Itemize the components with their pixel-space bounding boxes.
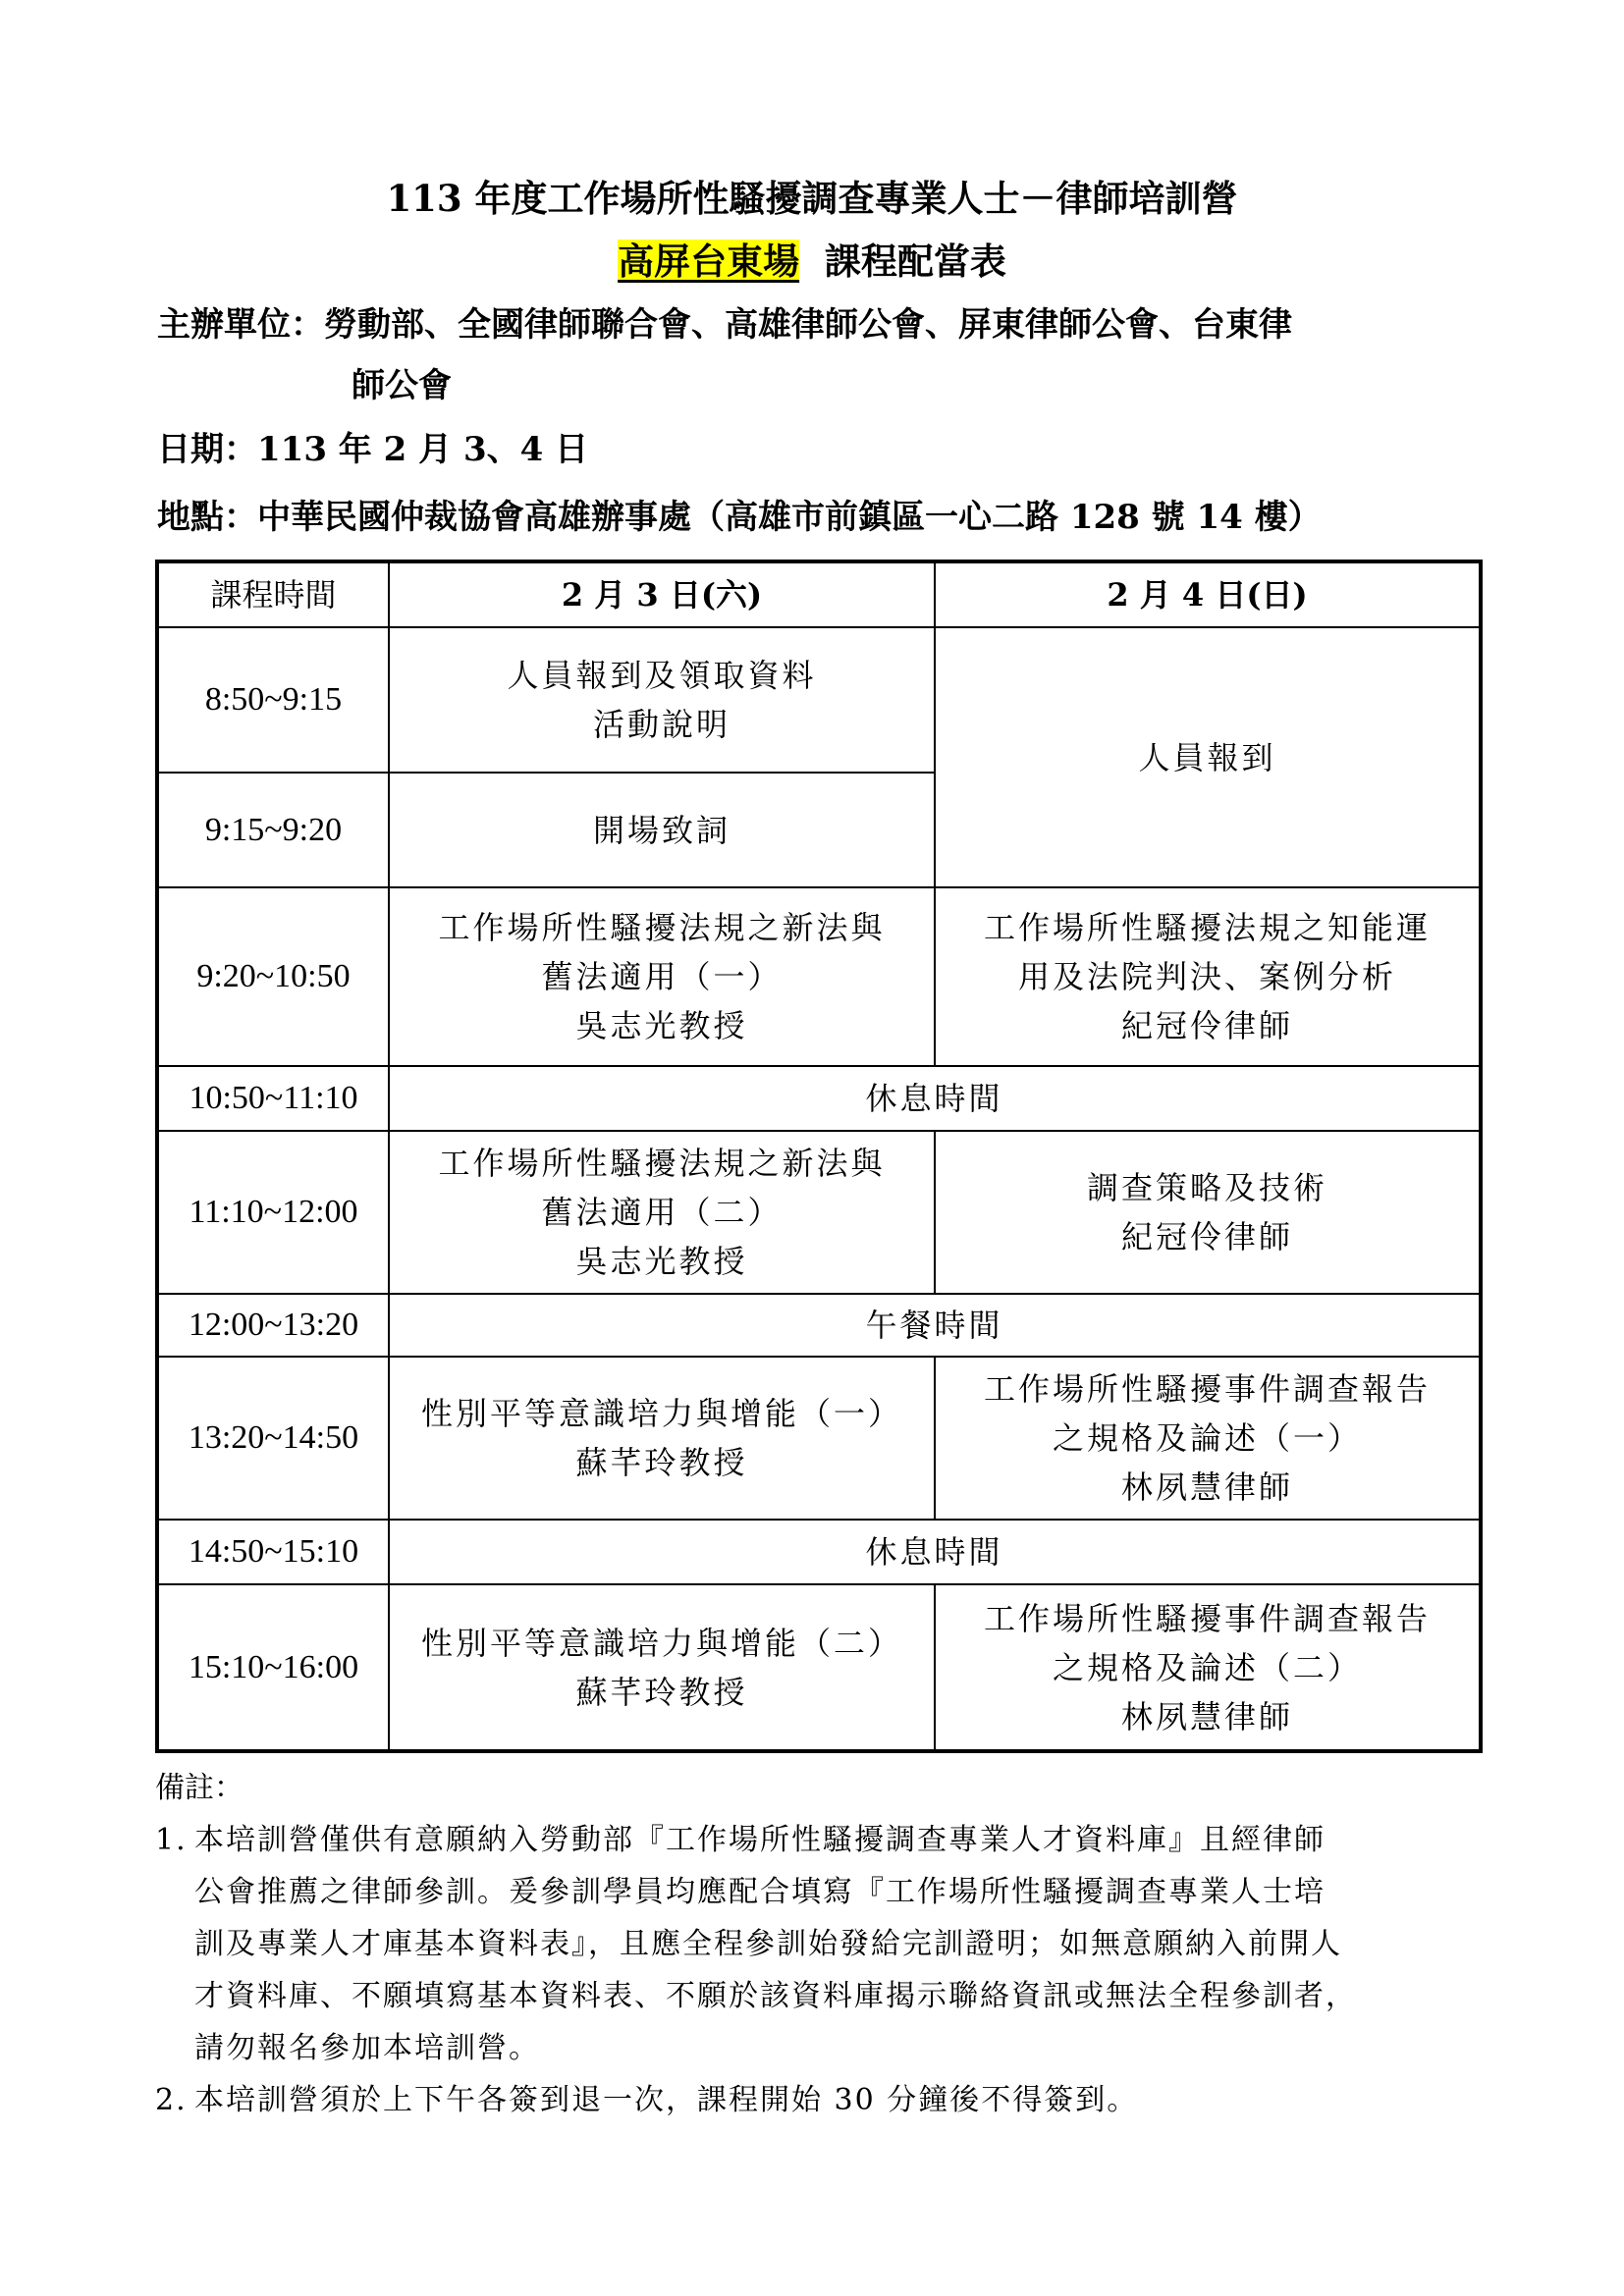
break-cell <box>389 1066 1481 1131</box>
session-line: 舊法適用（一） <box>541 958 783 995</box>
schedule-table <box>155 560 1483 1753</box>
note-number: 1. <box>155 1823 188 1857</box>
lunch-cell <box>389 1294 1481 1357</box>
session-line: 林夙慧律師 <box>1120 1468 1293 1506</box>
time-cell: 15:10~16:00 <box>157 1584 389 1751</box>
session-line: 調查策略及技術 <box>1086 1169 1327 1206</box>
note-line: 本培訓營須於上下午各簽到退一次，課程開始 30 分鐘後不得簽到。 <box>194 2083 1139 2117</box>
table-row <box>157 1131 1481 1294</box>
session-line: 用及法院判決、案例分析 <box>1017 958 1396 995</box>
subtitle-text: 課程配當表 <box>824 240 1006 283</box>
time-cell: 9:15~9:20 <box>157 773 389 887</box>
time-cell: 14:50~15:10 <box>157 1520 389 1584</box>
header-time: 課程時間 <box>157 561 389 627</box>
session-line: 性別平等意識培力與增能（一） <box>420 1395 902 1432</box>
session-line: 活動說明 <box>592 706 731 743</box>
note-item <box>155 1814 1481 2074</box>
document-title: 113 年度工作場所性騷擾調查專業人士－律師培訓營 <box>386 177 1238 220</box>
session-line: 人員報到及領取資料 <box>507 657 817 694</box>
note-line: 訓及專業人才庫基本資料表』，且應全程參訓始發給完訓證明；如無意願納入前開人 <box>194 1927 1342 1961</box>
session-line: 之規格及論述（一） <box>1052 1419 1362 1457</box>
event-place: 地點：中華民國仲裁協會高雄辦事處（高雄市前鎮區一心二路 128 號 14 樓） <box>157 498 1322 537</box>
session-cell <box>389 1584 935 1751</box>
table-row <box>157 1520 1481 1584</box>
time-cell: 13:20~14:50 <box>157 1357 389 1520</box>
organizer-label: 主辦單位： <box>157 305 324 345</box>
note-number: 2. <box>155 2083 188 2117</box>
session-cell <box>389 1131 935 1294</box>
time-cell: 10:50~11:10 <box>157 1066 389 1131</box>
table-row <box>157 1357 1481 1520</box>
time-cell: 8:50~9:15 <box>157 627 389 773</box>
note-line: 才資料庫、不願填寫基本資料表、不願於該資料庫揭示聯絡資訊或無法全程參訓者， <box>194 1979 1357 2013</box>
break-cell <box>389 1520 1481 1584</box>
table-row <box>157 1294 1481 1357</box>
session-line: 紀冠伶律師 <box>1120 1218 1293 1255</box>
session-line: 工作場所性騷擾事件調查報告 <box>983 1599 1431 1637</box>
note-item <box>155 2074 1481 2126</box>
session-line: 開場致詞 <box>592 811 731 849</box>
notes-heading: 備註： <box>155 1771 244 1805</box>
table-row <box>157 887 1481 1066</box>
time-cell: 12:00~13:20 <box>157 1294 389 1357</box>
session-cell <box>935 887 1481 1066</box>
notes-section <box>155 1762 1481 2126</box>
session-line: 工作場所性騷擾法規之知能運 <box>983 909 1431 946</box>
session-cell <box>389 887 935 1066</box>
header-day2: 2 月 4 日(日) <box>935 561 1481 627</box>
note-line: 請勿報名參加本培訓營。 <box>194 2031 540 2065</box>
note-line: 本培訓營僅供有意願納入勞動部『工作場所性騷擾調查專業人才資料庫』且經律師 <box>194 1823 1326 1857</box>
organizer-line2: 師公會 <box>352 366 452 405</box>
break-label: 休息時間 <box>865 1533 1003 1571</box>
session-line: 工作場所性騷擾法規之新法與 <box>438 909 886 946</box>
document-subtitle <box>0 232 1624 285</box>
time-cell: 11:10~12:00 <box>157 1131 389 1294</box>
session-cell <box>389 773 935 887</box>
venue-highlight: 高屏台東場 <box>618 240 800 283</box>
table-header-row <box>157 561 1481 627</box>
session-line: 工作場所性騷擾事件調查報告 <box>983 1370 1431 1408</box>
session-line: 蘇芊玲教授 <box>575 1444 748 1481</box>
time-cell: 9:20~10:50 <box>157 887 389 1066</box>
session-cell <box>935 1584 1481 1751</box>
session-line: 林夙慧律師 <box>1120 1697 1293 1735</box>
note-line: 公會推薦之律師參訓。爰參訓學員均應配合填寫『工作場所性騷擾調查專業人士培 <box>194 1875 1326 1909</box>
session-line: 吳志光教授 <box>575 1243 748 1280</box>
session-cell <box>389 627 935 773</box>
session-line: 紀冠伶律師 <box>1120 1007 1293 1044</box>
session-line: 性別平等意識培力與增能（二） <box>420 1624 902 1662</box>
session-line: 之規格及論述（二） <box>1052 1648 1362 1686</box>
organizer-line1: 勞動部、全國律師聯合會、高雄律師公會、屏東律師公會、台東律 <box>324 305 1292 345</box>
break-label: 休息時間 <box>865 1080 1003 1117</box>
table-row <box>157 627 1481 773</box>
session-cell <box>935 1131 1481 1294</box>
organizer-info <box>157 294 1483 416</box>
session-cell <box>389 1357 935 1520</box>
header-day1: 2 月 3 日(六) <box>389 561 935 627</box>
session-line: 吳志光教授 <box>575 1007 748 1044</box>
session-cell <box>935 1357 1481 1520</box>
event-date: 日期：113 年 2 月 3、4 日 <box>157 430 589 469</box>
session-cell <box>935 627 1481 887</box>
session-line: 人員報到 <box>1138 738 1276 776</box>
table-row <box>157 1584 1481 1751</box>
session-line: 蘇芊玲教授 <box>575 1673 748 1711</box>
lunch-label: 午餐時間 <box>865 1307 1003 1344</box>
table-row <box>157 1066 1481 1131</box>
session-line: 工作場所性騷擾法規之新法與 <box>438 1145 886 1182</box>
session-line: 舊法適用（二） <box>541 1194 783 1231</box>
